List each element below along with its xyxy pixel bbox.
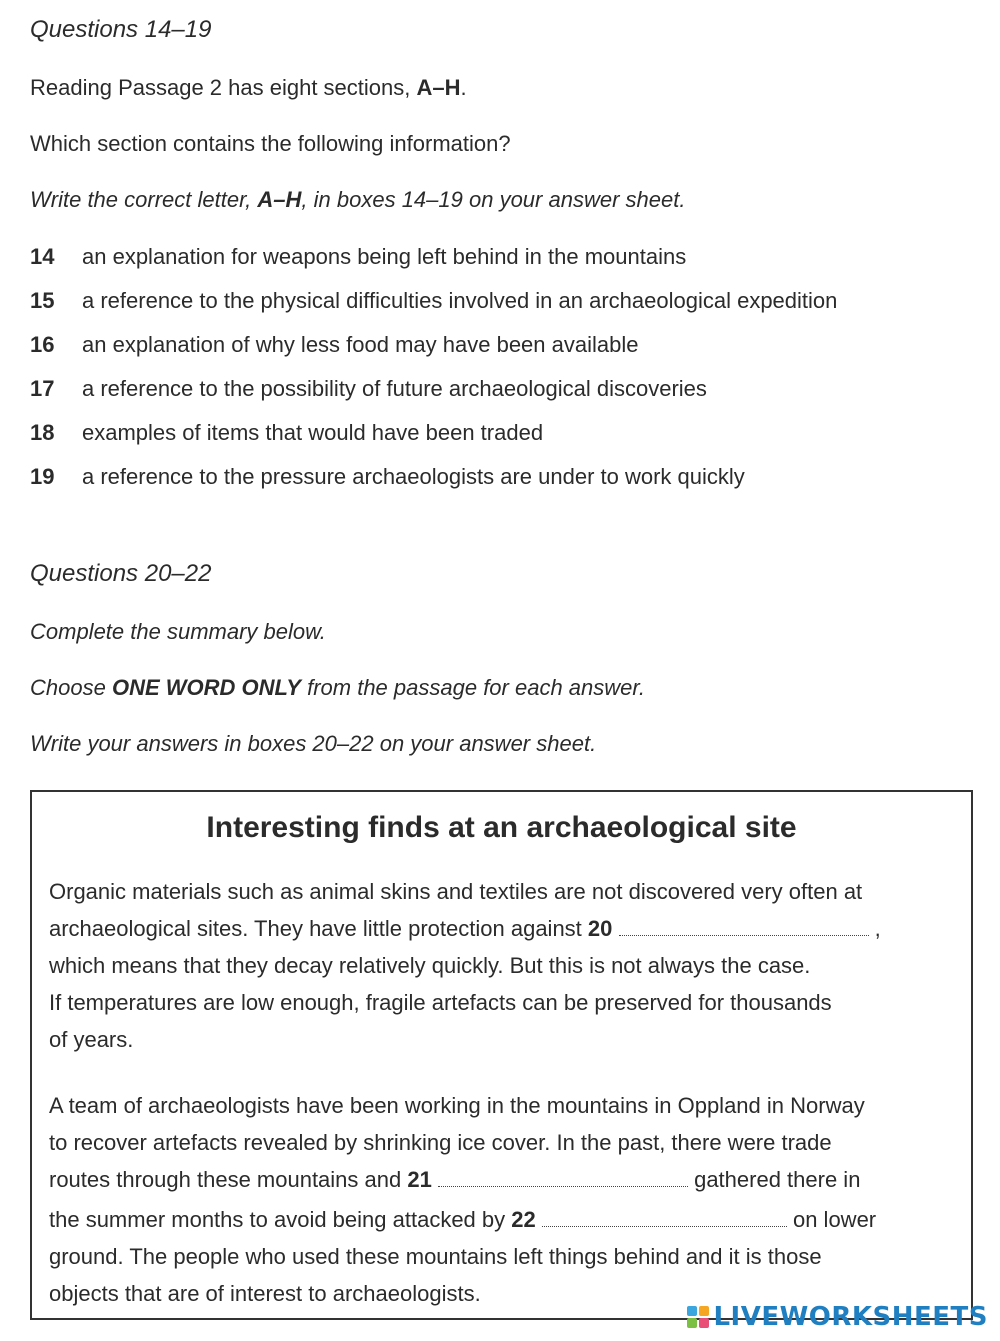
question-text: a reference to the physical difficulties involved in an archaeological expedition bbox=[82, 288, 838, 313]
question-number: 17 bbox=[30, 376, 55, 401]
answer-gap-20[interactable] bbox=[619, 917, 869, 936]
question-text: a reference to the possibility of future archaeological discoveries bbox=[82, 376, 707, 401]
choose-word-line bbox=[30, 674, 645, 702]
choose-rest: from the passage for each answer. bbox=[300, 675, 646, 700]
line-text: archaeological sites. They have little protection against bbox=[49, 916, 588, 941]
question-number: 16 bbox=[30, 332, 55, 357]
line-text: gathered there in bbox=[687, 1167, 861, 1192]
summary-p1-line-4: If temperatures are low enough, fragile artefacts can be preserved for thousands bbox=[49, 990, 832, 1015]
summary-p2-line-2: to recover artefacts revealed by shrinking ice cover. In the past, there were trade bbox=[49, 1130, 832, 1155]
choose-text: Choose bbox=[30, 675, 112, 700]
summary-p1-line-5: of years. bbox=[49, 1027, 134, 1052]
intro-line bbox=[30, 74, 467, 102]
liveworksheets-wordmark: LIVEWORKSHEETS bbox=[713, 1302, 988, 1332]
summary-p1-line-2 bbox=[49, 915, 881, 943]
intro-text: Reading Passage 2 has eight sections, bbox=[30, 75, 417, 100]
intro-range: A–H bbox=[416, 75, 461, 100]
mark-square bbox=[687, 1306, 697, 1316]
summary-p2-line-1: A team of archaeologists have been working in the mountains in Oppland in Norway bbox=[49, 1093, 865, 1118]
question-number: 15 bbox=[30, 288, 55, 313]
summary-p2-line-4 bbox=[49, 1206, 876, 1234]
instruction-line bbox=[30, 186, 685, 214]
summary-title: Interesting finds at an archaeological site bbox=[206, 811, 797, 844]
question-text: an explanation for weapons being left behind in the mountains bbox=[82, 244, 687, 269]
questions-14-19-heading: Questions 14–19 bbox=[30, 16, 212, 43]
question-17 bbox=[30, 375, 707, 403]
instruction-text: Write the correct letter, bbox=[30, 187, 258, 212]
complete-summary-line: Complete the summary below. bbox=[30, 619, 326, 644]
summary-p2-line-6: objects that are of interest to archaeologists. bbox=[49, 1281, 481, 1306]
instruction-range: A–H bbox=[257, 187, 302, 212]
answer-gap-21[interactable] bbox=[438, 1168, 688, 1187]
gap-number-21: 21 bbox=[407, 1167, 432, 1192]
gap-number-20: 20 bbox=[587, 916, 613, 941]
question-text: examples of items that would have been traded bbox=[82, 420, 544, 445]
question-number: 19 bbox=[30, 464, 55, 489]
questions-20-22-heading: Questions 20–22 bbox=[30, 560, 212, 587]
question-number: 14 bbox=[30, 244, 55, 269]
summary-box bbox=[30, 790, 973, 1320]
summary-p2-line-3 bbox=[49, 1166, 860, 1194]
question-15 bbox=[30, 287, 837, 315]
question-19 bbox=[30, 463, 745, 491]
mark-square bbox=[699, 1306, 709, 1316]
line-text: the summer months to avoid being attacked by bbox=[49, 1207, 512, 1232]
gap-number-22: 22 bbox=[511, 1207, 536, 1232]
liveworksheets-mark-icon bbox=[687, 1306, 709, 1328]
line-text: , bbox=[868, 916, 881, 941]
liveworksheets-logo[interactable] bbox=[687, 1301, 988, 1333]
line-text: routes through these mountains and bbox=[49, 1167, 408, 1192]
instruction-boxes: , in boxes 14–19 on your answer sheet. bbox=[301, 187, 686, 212]
mark-square bbox=[687, 1318, 697, 1328]
summary-p2-line-5: ground. The people who used these mountains left things behind and it is those bbox=[49, 1244, 822, 1269]
question-14 bbox=[30, 243, 686, 271]
line-text: on lower bbox=[786, 1207, 877, 1232]
choose-limit: ONE WORD ONLY bbox=[111, 675, 301, 700]
mark-square bbox=[699, 1318, 709, 1328]
summary-p1-line-1: Organic materials such as animal skins and textiles are not discovered very often at bbox=[49, 879, 863, 904]
question-18 bbox=[30, 419, 543, 447]
question-number: 18 bbox=[30, 420, 55, 445]
question-text: a reference to the pressure archaeologists are under to work quickly bbox=[82, 464, 745, 489]
write-answers-line: Write your answers in boxes 20–22 on your answer sheet. bbox=[30, 731, 597, 756]
question-16 bbox=[30, 331, 638, 359]
intro-period: . bbox=[460, 75, 467, 100]
summary-p1-line-3: which means that they decay relatively quickly. But this is not always the case. bbox=[49, 953, 811, 978]
which-section-line: Which section contains the following information? bbox=[30, 131, 511, 156]
answer-gap-22[interactable] bbox=[542, 1208, 787, 1227]
question-text: an explanation of why less food may have been available bbox=[82, 332, 639, 357]
